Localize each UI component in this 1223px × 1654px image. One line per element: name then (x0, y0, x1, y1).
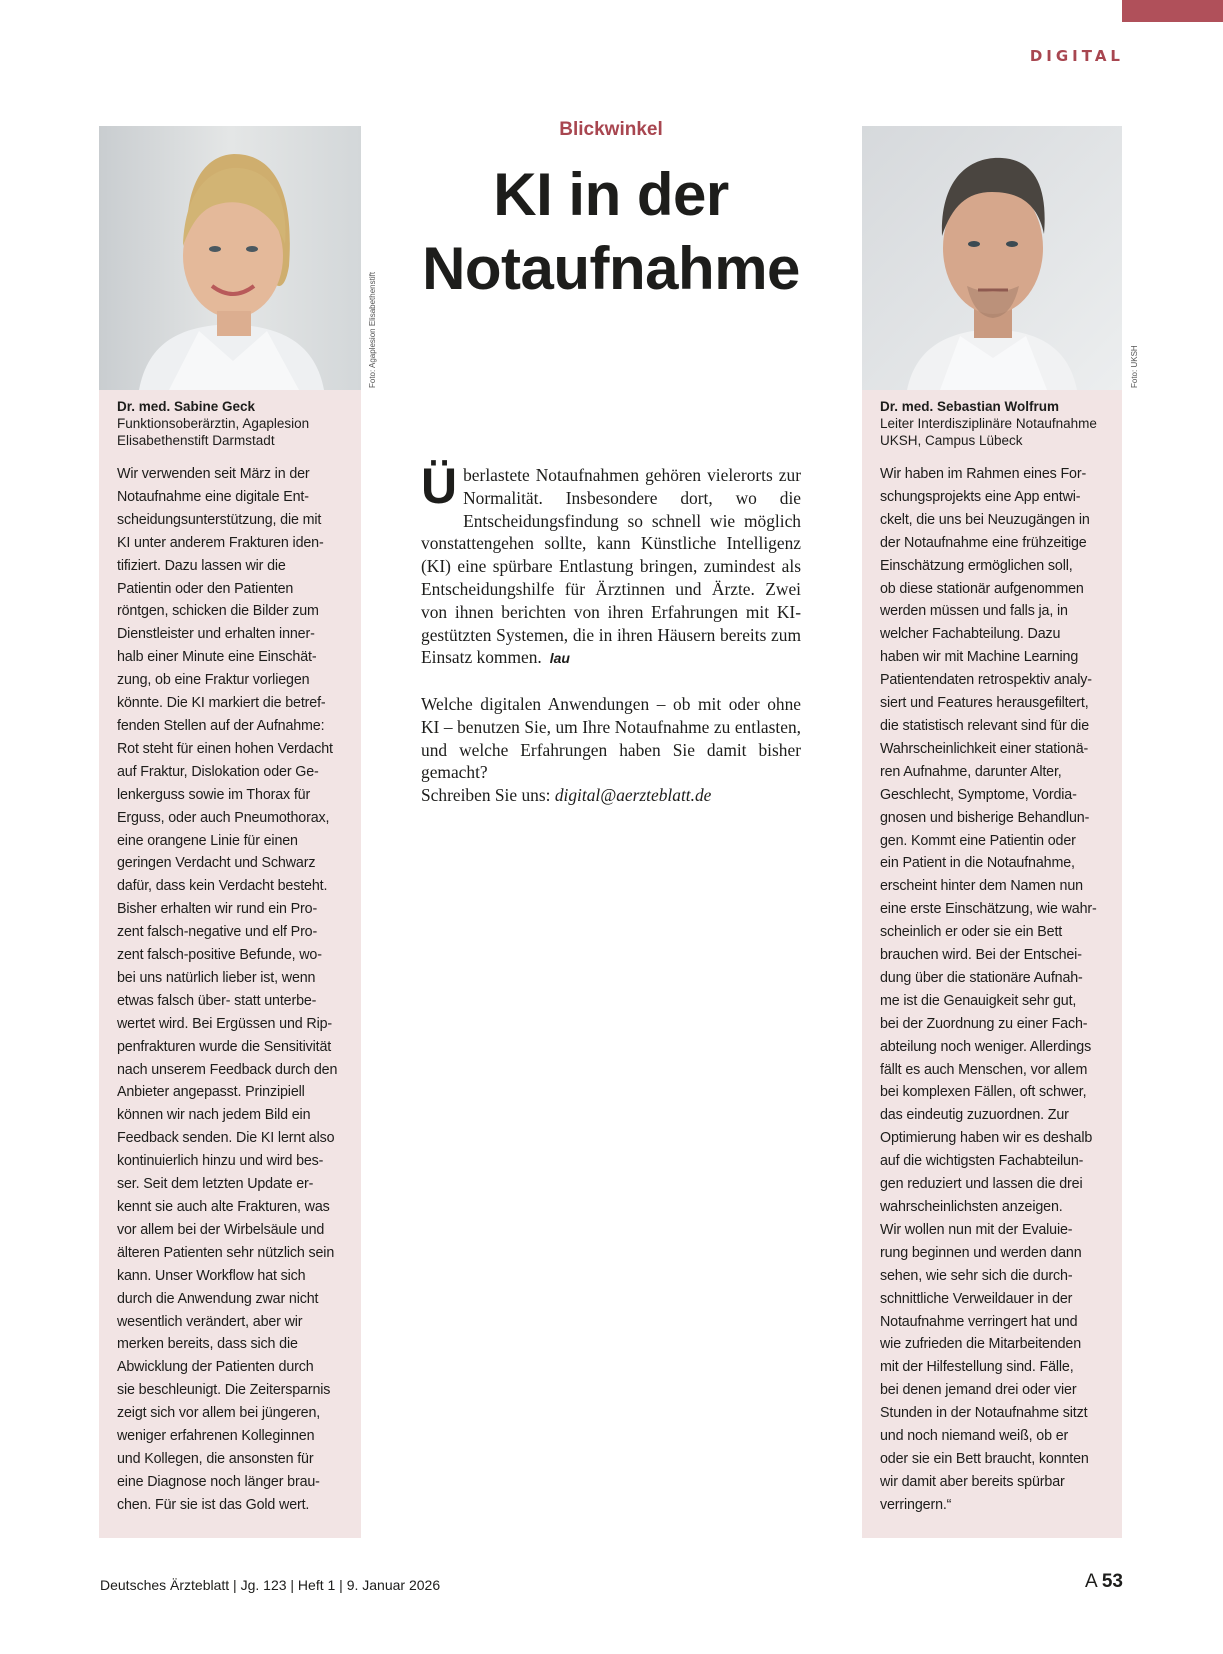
drop-cap: Ü (421, 458, 458, 514)
cta-question: Welche digitalen Anwendungen – ob mit oder ohne KI – benutzen Sie, um Ihre Notaufnahme zu entlasten, und welche Erfahrungen haben Sie damit bisher gemacht? (421, 694, 801, 783)
section-label: DIGITAL (1029, 47, 1124, 65)
left-interview-column (99, 126, 377, 1538)
photo-credit-left: Foto: Agaplesion Elisabethenstift (368, 271, 377, 388)
interview-text-left: Wir verwenden seit März in der Notaufnahme eine digitale Ent- scheidungsunterstützung, die mit KI unter anderem Frakturen iden- tifiziert. Dazu lassen wir die Patientin oder den Patienten röntgen, schicken die Bilder zum Dienstleister und erhalten inner- halb einer Minute eine Einschät- zung, ob eine Fraktur vorliegen könnte. Die KI markiert die betref- fenden Stellen auf der Aufnahme: Rot steht für einen hohen Verdacht auf Fraktur, Dislokation oder Ge- lenkerguss sowie im Thorax für Erguss, oder auch Pneumothorax, eine orangene Linie für einen geringen Verdacht und Schwarz dafür, dass kein Verdacht besteht. Bisher erhalten wir rund ein Pro- zent falsch-negative und elf Pro- zent falsch-positive Befunde, wo- bei uns natürlich lieber ist, wenn etwas falsch über- statt unterbe- wertet wird. Bei Ergüssen und Rip- penfrakturen wurde die Sensitivität nach unserem Feedback durch den Anbieter angepasst. Prinzipiell können wir nach jedem Bild ein Feedback senden. Die KI lernt also kontinuierlich hinzu und wird bes- ser. Seit dem letzten Update er- kennt sie auch alte Frakturen, was vor allem bei der Wirbelsäule und älteren Patienten sehr nützlich sein kann. Unser Workflow hat sich durch die Anwendung zwar nicht wesentlich verändert, aber wir merken bereits, dass sich die Abwicklung der Patienten durch sie beschleunigt. Die Zeitersparnis zeigt sich vor allem bei jüngeren, weniger erfahrenen Kolleginnen und Kollegen, die ansonsten für eine Diagnose noch länger brau- chen. Für sie ist das Gold wert. (117, 466, 338, 1513)
headline: KI in der Notaufnahme (422, 161, 800, 302)
cta-email-link[interactable]: digital@aerzteblatt.de (554, 785, 712, 806)
intro-paragraph (421, 458, 801, 670)
intro-text: berlastete Notaufnahmen gehören vielerorts zur Normalität. Insbesondere dort, wo die Entscheidungsfindung so schnell wie möglich vonstattengehen sollte, kann Künstliche Intelligenz (KI) eine spürbare Entlastung bringen, zumindest als Entscheidungshilfe für Ärztinnen und Ärzte. Zwei von ihnen berichten von ihren Erfahrungen mit KI-gestützten Systemen, die in ihren Häusern bereits zum Einsatz kommen. (421, 465, 801, 668)
right-interview-column (862, 126, 1139, 1538)
author-role-left: Funktionsoberärztin, Agaplesion Elisabethenstift Darmstadt (117, 416, 310, 448)
kicker: Blickwinkel (559, 119, 663, 140)
interview-text-right: Wir haben im Rahmen eines For- schungsprojekts eine App entwi- ckelt, die uns bei Neuzugängen in der Notaufnahme eine frühzeitige Einschätzung ermöglichen soll, ob diese stationär aufgenommen werden müssen und falls ja, in welcher Fachabteilung. Dazu haben wir mit Machine Learning Patientendaten retrospektiv analy- siert und Features herausgefiltert, die statistisch relevant sind für die Wahrscheinlichkeit einer stationä- ren Aufnahme, darunter Alter, Geschlecht, Symptome, Vordia- gnosen und bisherige Behandlun- gen. Kommt eine Patientin oder ein Patient in die Notaufnahme, erscheint hinter dem Namen nun eine erste Einschätzung, wie wahr- scheinlich er oder sie ein Bett brauchen wird. Bei der Entschei- dung über die stationäre Aufnah- me ist die Genauigkeit sehr gut, bei der Zuordnung zu einer Fach- abteilung noch weniger. Allerdings fällt es auch Menschen, vor allem bei komplexen Fällen, oft schwer, das eindeutig zuzuordnen. Zur Optimierung haben wir es deshalb auf die wichtigsten Fachabteilun- gen reduziert und lassen die drei wahrscheinlichsten anzeigen. Wir wollen nun mit der Evaluie- rung beginnen und werden dann sehen, wie sehr sich die durch- schnittliche Verweildauer in der Notaufnahme verringert hat und wie zufrieden die Mitarbeitenden mit der Hilfestellung sind. Fälle, bei denen jemand drei oder vier Stunden in der Notaufnahme sitzt und noch niemand weiß, ob er oder sie ein Bett braucht, konnten wir damit aber bereits spürbar verringern.“ (880, 466, 1097, 1513)
photo-credit-right: Foto: UKSH (1130, 345, 1139, 388)
publication-footer: Deutsches Ärzteblatt | Jg. 123 | Heft 1 | 9. Januar 2026 (100, 1577, 441, 1593)
author-name-right: Dr. med. Sebastian Wolfrum (880, 399, 1060, 414)
cta-write-prefix: Schreiben Sie uns: (421, 785, 551, 806)
portrait-photo-left (99, 126, 361, 390)
call-to-action (421, 693, 801, 807)
author-abbreviation: lau (549, 650, 570, 667)
page-number (1085, 1571, 1123, 1593)
page-prefix: A (1084, 1571, 1097, 1592)
author-role-right: Leiter Interdisziplinäre Notaufnahme UKSH, Campus Lübeck (880, 416, 1097, 448)
author-name-left: Dr. med. Sabine Geck (117, 399, 256, 414)
corner-accent-bar (1122, 0, 1223, 22)
page-number-value: 53 (1101, 1571, 1123, 1592)
portrait-photo-right (862, 126, 1122, 390)
